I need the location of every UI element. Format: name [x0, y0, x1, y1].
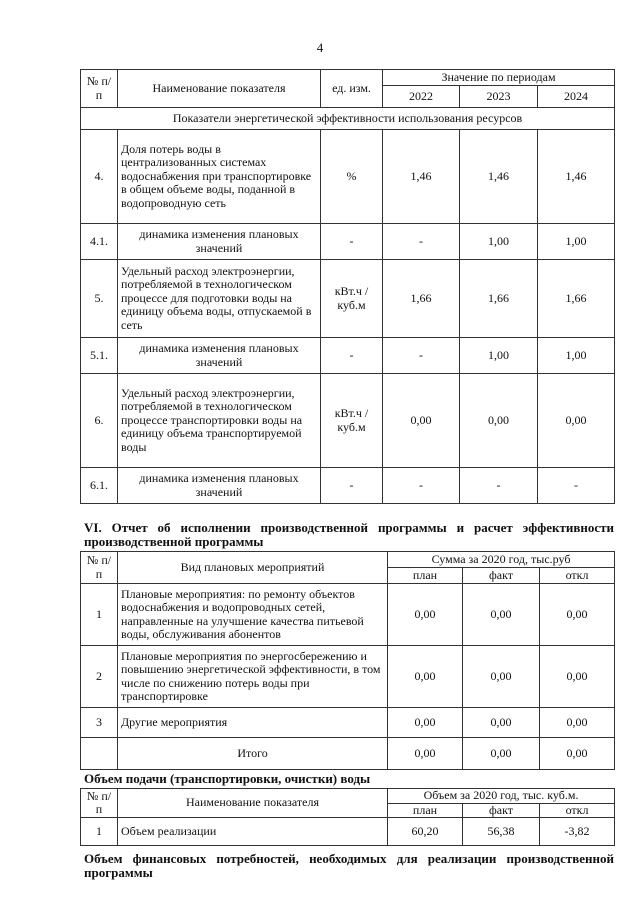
- row-value: -: [383, 338, 460, 374]
- header-col: факт: [463, 568, 540, 584]
- table-row: [81, 818, 615, 846]
- row-value: 0,00: [463, 738, 540, 770]
- section-header: Показатели энергетической эффективности использования ресурсов: [81, 108, 615, 130]
- row-value: 0,00: [388, 738, 463, 770]
- row-name: динамика изменения плановых значений: [118, 468, 321, 504]
- table-row: [81, 260, 615, 338]
- row-num: 5.: [81, 260, 118, 338]
- row-num: 6.1.: [81, 468, 118, 504]
- row-unit: %: [321, 130, 383, 224]
- row-value: 1,66: [538, 260, 615, 338]
- row-value: 0,00: [463, 708, 540, 738]
- header-unit: ед. изм.: [321, 70, 383, 108]
- section-6-title: VI. Отчет об исполнении производственной программы и расчет эффективности производственной программы: [84, 520, 614, 549]
- row-num: 4.: [81, 130, 118, 224]
- row-unit: кВт.ч / куб.м: [321, 374, 383, 468]
- header-periods: Значение по периодам: [383, 70, 615, 86]
- volume-title: Объем подачи (транспортировки, очистки) воды: [84, 771, 371, 786]
- header-col: факт: [463, 803, 540, 818]
- row-value: 1,46: [383, 130, 460, 224]
- row-value: 56,38: [463, 818, 540, 846]
- header-col: план: [388, 568, 463, 584]
- header-num: № п/п: [81, 789, 118, 818]
- energy-efficiency-table: [80, 69, 615, 504]
- row-name: динамика изменения плановых значений: [118, 224, 321, 260]
- row-name: Итого: [118, 738, 388, 770]
- row-num: 1: [81, 818, 118, 846]
- header-name: Наименование показателя: [118, 789, 388, 818]
- row-name: Удельный расход электроэнергии, потребляемой в технологическом процессе транспортировки воды на единицу объема транспортируемой воды: [118, 374, 321, 468]
- row-value: 0,00: [540, 738, 615, 770]
- row-value: 0,00: [540, 708, 615, 738]
- header-name: Наименование показателя: [118, 70, 321, 108]
- row-name: Плановые мероприятия: по ремонту объектов водоснабжения и водопроводных сетей, направленные на улучшение качества питьевой воды, обслуживания абонентов: [118, 584, 388, 646]
- row-value: 1,46: [460, 130, 538, 224]
- header-name: Вид плановых мероприятий: [118, 552, 388, 584]
- row-name: Доля потерь воды в централизованных системах водоснабжения при транспортировке в общем объеме воды, поданной в водопроводную сеть: [118, 130, 321, 224]
- row-name: Плановые мероприятия по энергосбережению и повышению энергетической эффективности, в том числе по снижению потерь воды при транспортировке: [118, 646, 388, 708]
- row-value: 0,00: [463, 584, 540, 646]
- header-sum: Объем за 2020 год, тыс. куб.м.: [388, 789, 615, 804]
- row-num: [81, 738, 118, 770]
- row-value: 0,00: [388, 646, 463, 708]
- row-value: 0,00: [460, 374, 538, 468]
- header-num: № п/п: [81, 552, 118, 584]
- row-value: 0,00: [538, 374, 615, 468]
- row-value: 0,00: [540, 584, 615, 646]
- row-num: 5.1.: [81, 338, 118, 374]
- table-row: [81, 708, 615, 738]
- table-row: [81, 584, 615, 646]
- table-row: [81, 224, 615, 260]
- total-row: [81, 738, 615, 770]
- header-year: 2024: [538, 86, 615, 108]
- row-value: -: [383, 468, 460, 504]
- row-value: -: [538, 468, 615, 504]
- row-name: Объем реализации: [118, 818, 388, 846]
- finance-title: Объем финансовых потребностей, необходимых для реализации производственной программы: [84, 851, 614, 880]
- row-value: 1,00: [460, 224, 538, 260]
- row-unit: -: [321, 468, 383, 504]
- row-num: 3: [81, 708, 118, 738]
- program-report-table: [80, 551, 615, 770]
- volume-table: [80, 788, 615, 846]
- row-unit: -: [321, 224, 383, 260]
- page-number: 4: [316, 40, 324, 55]
- row-value: 1,66: [383, 260, 460, 338]
- row-value: -: [460, 468, 538, 504]
- row-value: 1,46: [538, 130, 615, 224]
- table-row: [81, 468, 615, 504]
- header-num: № п/п: [81, 70, 118, 108]
- row-name: Удельный расход электроэнергии, потребляемой в технологическом процессе для подготовки воды на единицу объема воды, отпускаемой в сеть: [118, 260, 321, 338]
- table-row: [81, 338, 615, 374]
- header-col: откл: [540, 803, 615, 818]
- row-value: 1,00: [460, 338, 538, 374]
- row-value: 0,00: [540, 646, 615, 708]
- row-value: 60,20: [388, 818, 463, 846]
- row-value: 1,00: [538, 224, 615, 260]
- row-value: -3,82: [540, 818, 615, 846]
- row-value: 0,00: [388, 584, 463, 646]
- table-row: [81, 374, 615, 468]
- row-num: 4.1.: [81, 224, 118, 260]
- row-name: динамика изменения плановых значений: [118, 338, 321, 374]
- header-col: откл: [540, 568, 615, 584]
- table-row: [81, 130, 615, 224]
- row-value: 0,00: [463, 646, 540, 708]
- row-unit: кВт.ч / куб.м: [321, 260, 383, 338]
- header-sum: Сумма за 2020 год, тыс.руб: [388, 552, 615, 568]
- header-col: план: [388, 803, 463, 818]
- table-row: [81, 646, 615, 708]
- row-value: -: [383, 224, 460, 260]
- row-num: 6.: [81, 374, 118, 468]
- row-value: 0,00: [388, 708, 463, 738]
- row-value: 1,66: [460, 260, 538, 338]
- header-year: 2022: [383, 86, 460, 108]
- row-value: 0,00: [383, 374, 460, 468]
- row-name: Другие мероприятия: [118, 708, 388, 738]
- row-unit: -: [321, 338, 383, 374]
- row-num: 2: [81, 646, 118, 708]
- header-year: 2023: [460, 86, 538, 108]
- row-value: 1,00: [538, 338, 615, 374]
- row-num: 1: [81, 584, 118, 646]
